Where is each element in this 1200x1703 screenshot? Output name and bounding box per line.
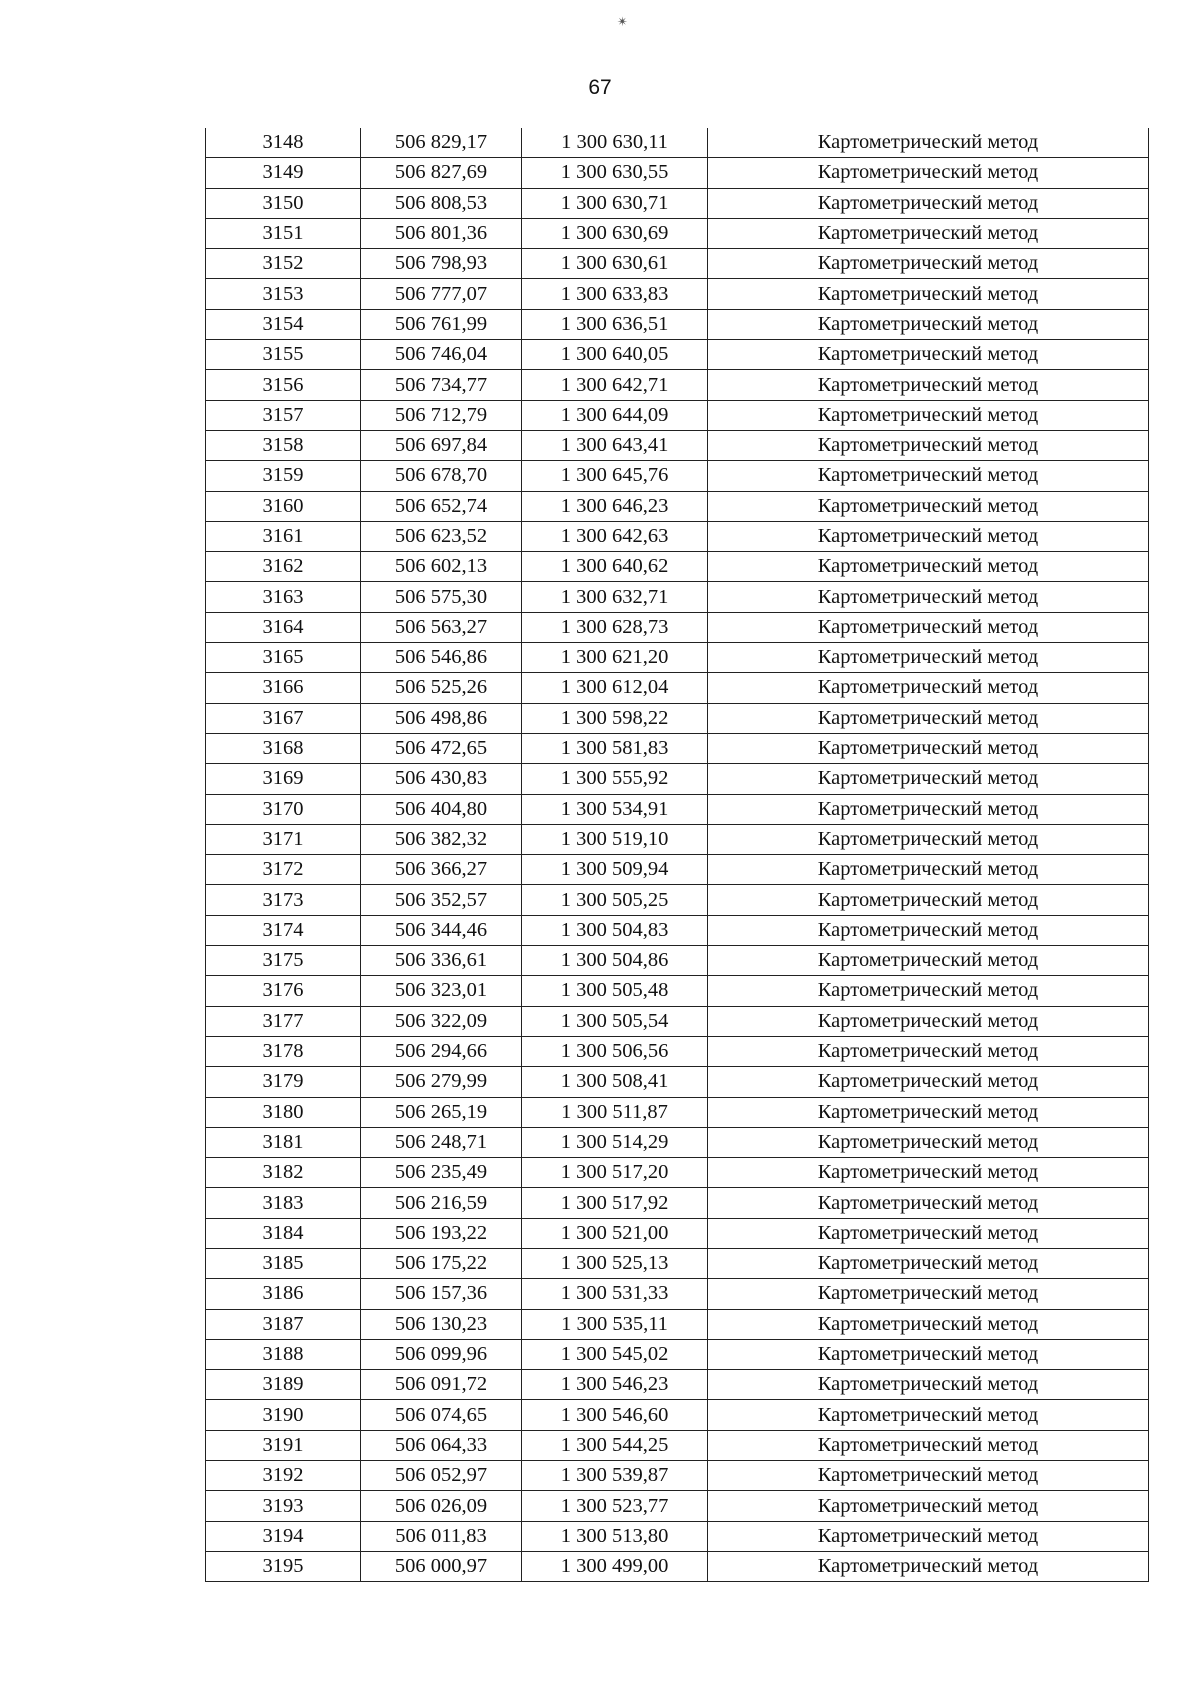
y-coordinate-cell: 1 300 640,05 (522, 340, 708, 370)
point-number-cell: 3161 (206, 521, 361, 551)
y-coordinate-cell: 1 300 630,11 (522, 128, 708, 158)
method-cell: Картометрический метод (708, 249, 1149, 279)
table-row (206, 976, 1149, 1006)
page-number: 67 (588, 76, 612, 99)
x-coordinate-cell: 506 235,49 (361, 1158, 522, 1188)
point-number-cell: 3172 (206, 855, 361, 885)
method-cell: Картометрический метод (708, 1279, 1149, 1309)
point-number-cell: 3193 (206, 1491, 361, 1521)
point-number-cell: 3160 (206, 491, 361, 521)
point-number-cell: 3174 (206, 915, 361, 945)
y-coordinate-cell: 1 300 517,92 (522, 1188, 708, 1218)
table-row (206, 1218, 1149, 1248)
point-number-cell: 3150 (206, 188, 361, 218)
table-row (206, 309, 1149, 339)
x-coordinate-cell: 506 366,27 (361, 855, 522, 885)
x-coordinate-cell: 506 746,04 (361, 340, 522, 370)
y-coordinate-cell: 1 300 630,55 (522, 158, 708, 188)
y-coordinate-cell: 1 300 514,29 (522, 1127, 708, 1157)
y-coordinate-cell: 1 300 642,63 (522, 521, 708, 551)
method-cell: Картометрический метод (708, 1188, 1149, 1218)
point-number-cell: 3180 (206, 1097, 361, 1127)
method-cell: Картометрический метод (708, 1248, 1149, 1278)
table-row (206, 1309, 1149, 1339)
point-number-cell: 3176 (206, 976, 361, 1006)
table-row (206, 1279, 1149, 1309)
y-coordinate-cell: 1 300 630,61 (522, 249, 708, 279)
y-coordinate-cell: 1 300 612,04 (522, 673, 708, 703)
table-row (206, 158, 1149, 188)
x-coordinate-cell: 506 575,30 (361, 582, 522, 612)
y-coordinate-cell: 1 300 517,20 (522, 1158, 708, 1188)
x-coordinate-cell: 506 323,01 (361, 976, 522, 1006)
x-coordinate-cell: 506 074,65 (361, 1400, 522, 1430)
point-number-cell: 3190 (206, 1400, 361, 1430)
point-number-cell: 3155 (206, 340, 361, 370)
table-row (206, 249, 1149, 279)
table-row (206, 491, 1149, 521)
method-cell: Картометрический метод (708, 340, 1149, 370)
x-coordinate-cell: 506 064,33 (361, 1430, 522, 1460)
table-row (206, 188, 1149, 218)
point-number-cell: 3163 (206, 582, 361, 612)
coordinates-table-body (206, 128, 1149, 1582)
point-number-cell: 3152 (206, 249, 361, 279)
method-cell: Картометрический метод (708, 946, 1149, 976)
table-row (206, 430, 1149, 460)
table-row (206, 885, 1149, 915)
method-cell: Картометрический метод (708, 703, 1149, 733)
x-coordinate-cell: 506 294,66 (361, 1036, 522, 1066)
y-coordinate-cell: 1 300 630,71 (522, 188, 708, 218)
y-coordinate-cell: 1 300 640,62 (522, 552, 708, 582)
point-number-cell: 3182 (206, 1158, 361, 1188)
point-number-cell: 3173 (206, 885, 361, 915)
method-cell: Картометрический метод (708, 764, 1149, 794)
y-coordinate-cell: 1 300 505,54 (522, 1006, 708, 1036)
point-number-cell: 3167 (206, 703, 361, 733)
table-row (206, 1188, 1149, 1218)
point-number-cell: 3148 (206, 128, 361, 158)
method-cell: Картометрический метод (708, 1551, 1149, 1581)
method-cell: Картометрический метод (708, 1339, 1149, 1369)
y-coordinate-cell: 1 300 523,77 (522, 1491, 708, 1521)
y-coordinate-cell: 1 300 504,86 (522, 946, 708, 976)
method-cell: Картометрический метод (708, 430, 1149, 460)
x-coordinate-cell: 506 344,46 (361, 915, 522, 945)
y-coordinate-cell: 1 300 544,25 (522, 1430, 708, 1460)
table-row (206, 673, 1149, 703)
method-cell: Картометрический метод (708, 309, 1149, 339)
y-coordinate-cell: 1 300 621,20 (522, 643, 708, 673)
table-row (206, 1430, 1149, 1460)
x-coordinate-cell: 506 130,23 (361, 1309, 522, 1339)
x-coordinate-cell: 506 712,79 (361, 400, 522, 430)
method-cell: Картометрический метод (708, 976, 1149, 1006)
method-cell: Картометрический метод (708, 521, 1149, 551)
point-number-cell: 3149 (206, 158, 361, 188)
y-coordinate-cell: 1 300 519,10 (522, 824, 708, 854)
y-coordinate-cell: 1 300 506,56 (522, 1036, 708, 1066)
table-row (206, 855, 1149, 885)
y-coordinate-cell: 1 300 644,09 (522, 400, 708, 430)
point-number-cell: 3188 (206, 1339, 361, 1369)
x-coordinate-cell: 506 011,83 (361, 1521, 522, 1551)
table-row (206, 582, 1149, 612)
point-number-cell: 3158 (206, 430, 361, 460)
x-coordinate-cell: 506 652,74 (361, 491, 522, 521)
x-coordinate-cell: 506 827,69 (361, 158, 522, 188)
y-coordinate-cell: 1 300 581,83 (522, 733, 708, 763)
point-number-cell: 3192 (206, 1461, 361, 1491)
point-number-cell: 3177 (206, 1006, 361, 1036)
table-row (206, 128, 1149, 158)
table-row (206, 340, 1149, 370)
table-row (206, 521, 1149, 551)
table-row (206, 1158, 1149, 1188)
method-cell: Картометрический метод (708, 400, 1149, 430)
method-cell: Картометрический метод (708, 1461, 1149, 1491)
point-number-cell: 3181 (206, 1127, 361, 1157)
y-coordinate-cell: 1 300 636,51 (522, 309, 708, 339)
y-coordinate-cell: 1 300 646,23 (522, 491, 708, 521)
y-coordinate-cell: 1 300 534,91 (522, 794, 708, 824)
y-coordinate-cell: 1 300 545,02 (522, 1339, 708, 1369)
point-number-cell: 3194 (206, 1521, 361, 1551)
method-cell: Картометрический метод (708, 218, 1149, 248)
point-number-cell: 3159 (206, 461, 361, 491)
point-number-cell: 3166 (206, 673, 361, 703)
x-coordinate-cell: 506 430,83 (361, 764, 522, 794)
method-cell: Картометрический метод (708, 824, 1149, 854)
point-number-cell: 3183 (206, 1188, 361, 1218)
method-cell: Картометрический метод (708, 461, 1149, 491)
table-row (206, 643, 1149, 673)
point-number-cell: 3165 (206, 643, 361, 673)
point-number-cell: 3195 (206, 1551, 361, 1581)
point-number-cell: 3175 (206, 946, 361, 976)
point-number-cell: 3189 (206, 1370, 361, 1400)
table-row (206, 461, 1149, 491)
method-cell: Картометрический метод (708, 1067, 1149, 1097)
y-coordinate-cell: 1 300 521,00 (522, 1218, 708, 1248)
x-coordinate-cell: 506 216,59 (361, 1188, 522, 1218)
point-number-cell: 3171 (206, 824, 361, 854)
y-coordinate-cell: 1 300 598,22 (522, 703, 708, 733)
table-row (206, 1127, 1149, 1157)
x-coordinate-cell: 506 472,65 (361, 733, 522, 763)
method-cell: Картометрический метод (708, 915, 1149, 945)
y-coordinate-cell: 1 300 531,33 (522, 1279, 708, 1309)
point-number-cell: 3185 (206, 1248, 361, 1278)
x-coordinate-cell: 506 193,22 (361, 1218, 522, 1248)
x-coordinate-cell: 506 026,09 (361, 1491, 522, 1521)
y-coordinate-cell: 1 300 628,73 (522, 612, 708, 642)
method-cell: Картометрический метод (708, 582, 1149, 612)
x-coordinate-cell: 506 808,53 (361, 188, 522, 218)
table-row (206, 218, 1149, 248)
table-row (206, 1400, 1149, 1430)
x-coordinate-cell: 506 525,26 (361, 673, 522, 703)
table-row (206, 1491, 1149, 1521)
point-number-cell: 3168 (206, 733, 361, 763)
y-coordinate-cell: 1 300 511,87 (522, 1097, 708, 1127)
method-cell: Картометрический метод (708, 1158, 1149, 1188)
point-number-cell: 3179 (206, 1067, 361, 1097)
x-coordinate-cell: 506 248,71 (361, 1127, 522, 1157)
point-number-cell: 3169 (206, 764, 361, 794)
x-coordinate-cell: 506 546,86 (361, 643, 522, 673)
y-coordinate-cell: 1 300 504,83 (522, 915, 708, 945)
scan-mark: ✴ (617, 14, 628, 29)
point-number-cell: 3151 (206, 218, 361, 248)
table-row (206, 1521, 1149, 1551)
method-cell: Картометрический метод (708, 1218, 1149, 1248)
table-row (206, 1006, 1149, 1036)
point-number-cell: 3170 (206, 794, 361, 824)
method-cell: Картометрический метод (708, 1127, 1149, 1157)
x-coordinate-cell: 506 157,36 (361, 1279, 522, 1309)
table-row (206, 915, 1149, 945)
table-row (206, 1339, 1149, 1369)
x-coordinate-cell: 506 099,96 (361, 1339, 522, 1369)
x-coordinate-cell: 506 091,72 (361, 1370, 522, 1400)
y-coordinate-cell: 1 300 632,71 (522, 582, 708, 612)
method-cell: Картометрический метод (708, 1491, 1149, 1521)
x-coordinate-cell: 506 052,97 (361, 1461, 522, 1491)
table-row (206, 1551, 1149, 1581)
table-row (206, 1067, 1149, 1097)
method-cell: Картометрический метод (708, 1521, 1149, 1551)
x-coordinate-cell: 506 404,80 (361, 794, 522, 824)
method-cell: Картометрический метод (708, 673, 1149, 703)
x-coordinate-cell: 506 697,84 (361, 430, 522, 460)
y-coordinate-cell: 1 300 645,76 (522, 461, 708, 491)
table-row (206, 1036, 1149, 1066)
coordinates-table (205, 128, 1149, 1582)
y-coordinate-cell: 1 300 508,41 (522, 1067, 708, 1097)
point-number-cell: 3156 (206, 370, 361, 400)
method-cell: Картометрический метод (708, 1006, 1149, 1036)
x-coordinate-cell: 506 265,19 (361, 1097, 522, 1127)
table-row (206, 824, 1149, 854)
method-cell: Картометрический метод (708, 643, 1149, 673)
x-coordinate-cell: 506 801,36 (361, 218, 522, 248)
table-row (206, 370, 1149, 400)
point-number-cell: 3184 (206, 1218, 361, 1248)
method-cell: Картометрический метод (708, 1036, 1149, 1066)
point-number-cell: 3186 (206, 1279, 361, 1309)
y-coordinate-cell: 1 300 525,13 (522, 1248, 708, 1278)
point-number-cell: 3154 (206, 309, 361, 339)
method-cell: Картометрический метод (708, 1400, 1149, 1430)
x-coordinate-cell: 506 602,13 (361, 552, 522, 582)
x-coordinate-cell: 506 777,07 (361, 279, 522, 309)
table-row (206, 946, 1149, 976)
point-number-cell: 3191 (206, 1430, 361, 1460)
x-coordinate-cell: 506 563,27 (361, 612, 522, 642)
table-row (206, 733, 1149, 763)
method-cell: Картометрический метод (708, 128, 1149, 158)
x-coordinate-cell: 506 734,77 (361, 370, 522, 400)
method-cell: Картометрический метод (708, 885, 1149, 915)
x-coordinate-cell: 506 279,99 (361, 1067, 522, 1097)
table-row (206, 794, 1149, 824)
method-cell: Картометрический метод (708, 370, 1149, 400)
x-coordinate-cell: 506 336,61 (361, 946, 522, 976)
table-row (206, 1248, 1149, 1278)
method-cell: Картометрический метод (708, 855, 1149, 885)
y-coordinate-cell: 1 300 643,41 (522, 430, 708, 460)
y-coordinate-cell: 1 300 505,25 (522, 885, 708, 915)
y-coordinate-cell: 1 300 509,94 (522, 855, 708, 885)
table-row (206, 764, 1149, 794)
x-coordinate-cell: 506 352,57 (361, 885, 522, 915)
method-cell: Картометрический метод (708, 552, 1149, 582)
table-row (206, 703, 1149, 733)
point-number-cell: 3187 (206, 1309, 361, 1339)
point-number-cell: 3164 (206, 612, 361, 642)
y-coordinate-cell: 1 300 513,80 (522, 1521, 708, 1551)
x-coordinate-cell: 506 322,09 (361, 1006, 522, 1036)
y-coordinate-cell: 1 300 535,11 (522, 1309, 708, 1339)
point-number-cell: 3178 (206, 1036, 361, 1066)
table-row (206, 279, 1149, 309)
table-row (206, 1097, 1149, 1127)
x-coordinate-cell: 506 175,22 (361, 1248, 522, 1278)
method-cell: Картометрический метод (708, 733, 1149, 763)
table-row (206, 552, 1149, 582)
table-row (206, 612, 1149, 642)
method-cell: Картометрический метод (708, 1370, 1149, 1400)
y-coordinate-cell: 1 300 630,69 (522, 218, 708, 248)
x-coordinate-cell: 506 761,99 (361, 309, 522, 339)
y-coordinate-cell: 1 300 499,00 (522, 1551, 708, 1581)
x-coordinate-cell: 506 678,70 (361, 461, 522, 491)
method-cell: Картометрический метод (708, 1097, 1149, 1127)
y-coordinate-cell: 1 300 546,60 (522, 1400, 708, 1430)
method-cell: Картометрический метод (708, 491, 1149, 521)
method-cell: Картометрический метод (708, 612, 1149, 642)
x-coordinate-cell: 506 382,32 (361, 824, 522, 854)
y-coordinate-cell: 1 300 642,71 (522, 370, 708, 400)
x-coordinate-cell: 506 000,97 (361, 1551, 522, 1581)
table-row (206, 1370, 1149, 1400)
y-coordinate-cell: 1 300 555,92 (522, 764, 708, 794)
x-coordinate-cell: 506 498,86 (361, 703, 522, 733)
y-coordinate-cell: 1 300 633,83 (522, 279, 708, 309)
x-coordinate-cell: 506 623,52 (361, 521, 522, 551)
method-cell: Картометрический метод (708, 1309, 1149, 1339)
point-number-cell: 3162 (206, 552, 361, 582)
point-number-cell: 3157 (206, 400, 361, 430)
method-cell: Картометрический метод (708, 1430, 1149, 1460)
table-row (206, 1461, 1149, 1491)
x-coordinate-cell: 506 829,17 (361, 128, 522, 158)
y-coordinate-cell: 1 300 546,23 (522, 1370, 708, 1400)
x-coordinate-cell: 506 798,93 (361, 249, 522, 279)
y-coordinate-cell: 1 300 539,87 (522, 1461, 708, 1491)
method-cell: Картометрический метод (708, 794, 1149, 824)
method-cell: Картометрический метод (708, 158, 1149, 188)
method-cell: Картометрический метод (708, 279, 1149, 309)
table-row (206, 400, 1149, 430)
y-coordinate-cell: 1 300 505,48 (522, 976, 708, 1006)
point-number-cell: 3153 (206, 279, 361, 309)
method-cell: Картометрический метод (708, 188, 1149, 218)
